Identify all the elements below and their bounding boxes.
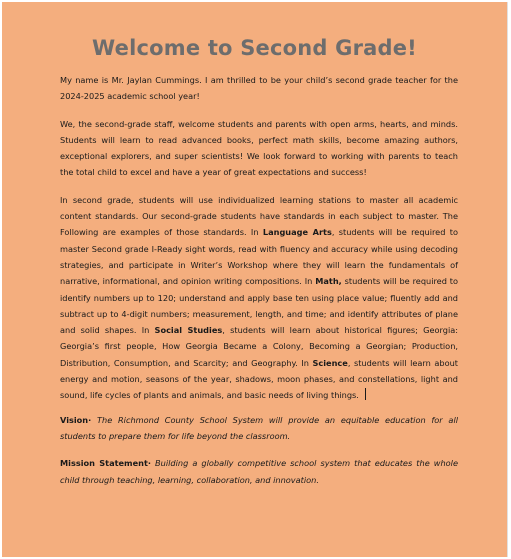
standards-lead: In second grade, students will use individualized learning stations to master all academic content standards. Our second-grade students have standards in each subject to master. The Following are examples of those standards. In — [60, 194, 458, 238]
vision-label: Vision· — [60, 414, 92, 425]
text-cursor — [365, 388, 366, 400]
math-label: Math, — [315, 276, 342, 287]
vision-text: The Richmond County School System will provide an equitable education for all students to prepare them for life beyond the classroom. — [60, 414, 458, 441]
science-text: , students will learn about energy and motion, seasons of the year, shadows, moon phases, and constellations, light and sound, life cycles of plants and animals, and basic needs of living things. — [60, 357, 458, 401]
social-studies-label: Social Studies — [154, 325, 223, 336]
mission-label: Mission Statement· — [60, 458, 151, 469]
page-title: Welcome to Second Grade! — [92, 36, 417, 60]
standards-paragraph — [60, 192, 458, 404]
document-page[interactable] — [2, 2, 508, 557]
mission-paragraph — [60, 455, 458, 488]
intro-paragraph: My name is Mr. Jaylan Cummings. I am thrilled to be your child’s second grade teacher for the 2024-2025 academic school year! — [60, 75, 458, 102]
document-body[interactable] — [60, 72, 458, 499]
science-label: Science — [312, 357, 348, 368]
social-studies-text: , students will learn about historical figures; Georgia: Georgia’s first people, How Georgia Became a Colony, Becoming a Georgian; Production, Distribution, Consumption, and Scarcity; and Geography. In — [60, 325, 458, 368]
language-arts-label: Language Arts — [262, 227, 332, 238]
mission-text: Building a globally competitive school system that educates the whole child through teaching, learning, collaboration, and innovation. — [60, 458, 458, 485]
welcome-paragraph: We, the second-grade staff, welcome students and parents with open arms, hearts, and minds. Students will learn to read advanced books, perfect math skills, become amazing authors, exceptional explorers, and super scientists! We look forward to working with parents to teach the total child to excel and have a year of great expectations and success! — [60, 118, 458, 178]
math-text: students will be required to identify numbers up to 120; understand and apply base ten using place value; fluently add and subtract up to 4-digit numbers; measurement, length, and time; and identify attributes of plane and solid shapes. In — [60, 276, 459, 336]
language-arts-text: , students will be required to master Second grade I-Ready sight words, read with fluency and accuracy while using decoding strategies, and participate in Writer’s Workshop where they will learn the fundamentals of narrative, informational, and opinion writing compositions. In — [60, 227, 458, 287]
vision-paragraph — [60, 412, 458, 445]
